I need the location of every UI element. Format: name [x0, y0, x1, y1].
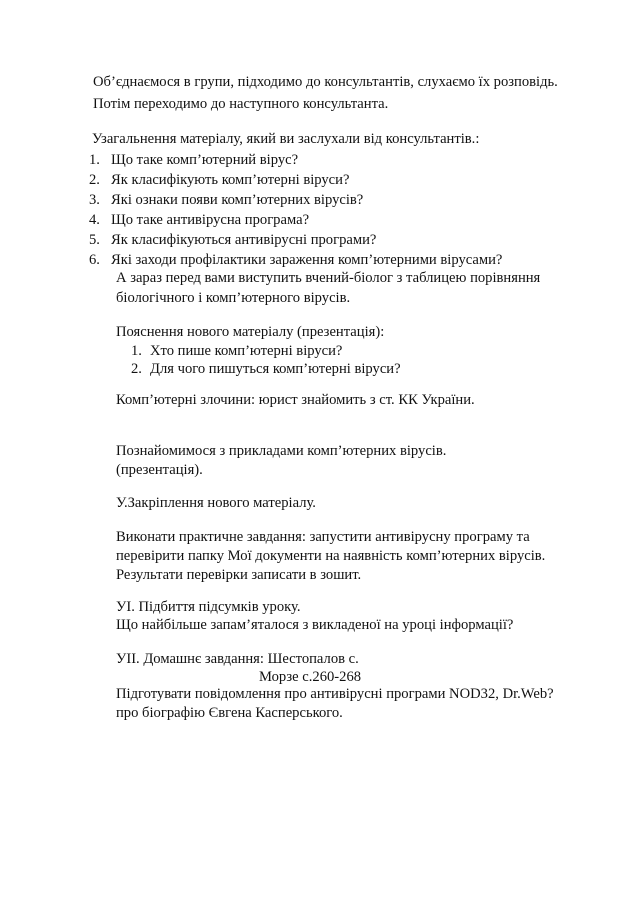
question-number: 2.	[89, 172, 100, 188]
question-text: Що таке антивірусна програма?	[111, 212, 310, 228]
reinforcement-heading: У.Закріплення нового матеріалу.	[116, 495, 316, 511]
question-item	[89, 230, 376, 250]
new-material-heading: Пояснення нового матеріалу (презентація):	[116, 324, 385, 340]
question-text: Які ознаки появи комп’ютерних вірусів?	[111, 192, 364, 208]
intro-line-2: Потім переходимо до наступного консультанта.	[93, 96, 389, 112]
practical-line-3: Результати перевірки записати в зошит.	[116, 567, 362, 583]
item-text: Хто пише комп’ютерні віруси?	[150, 343, 343, 359]
question-item	[89, 250, 502, 270]
homework-heading: УІІ. Домашнє завдання: Шестопалов с.	[116, 651, 359, 667]
summing-up-question: Що найбільше запам’яталося з викладеної на уроці інформації?	[116, 617, 514, 633]
question-number: 3.	[89, 192, 100, 208]
question-number: 5.	[89, 232, 100, 248]
practical-line-1: Виконати практичне завдання: запустити антивірусну програму та	[116, 529, 530, 545]
homework-reference: Морзе с.260-268	[259, 669, 362, 685]
practical-line-2: перевірити папку Мої документи на наявність комп’ютерних вірусів.	[116, 548, 546, 564]
question-text: Як класифікують комп’ютерні віруси?	[111, 172, 350, 188]
question-item	[89, 190, 363, 210]
question-item	[89, 210, 309, 230]
question-text: Як класифікуються антивірусні програми?	[111, 232, 377, 248]
question-item	[89, 150, 298, 170]
summing-up-heading: УІ. Підбиття підсумків уроку.	[116, 599, 301, 615]
new-material-item	[131, 359, 401, 379]
new-material-item	[131, 341, 342, 361]
question-text: Які заходи профілактики зараження комп’ютерними вірусами?	[111, 252, 503, 268]
item-number: 2.	[131, 361, 142, 377]
examples-line-1: Познайомимося з прикладами комп’ютерних вірусів.	[116, 443, 447, 459]
intro-line-1: Об’єднаємося в групи, підходимо до консультантів, слухаємо їх розповідь.	[93, 74, 558, 90]
question-number: 1.	[89, 152, 100, 168]
crimes-line: Комп’ютерні злочини: юрист знайомить з ст. КК України.	[116, 392, 475, 408]
biologist-line-2: біологічного і комп’ютерного вірусів.	[116, 290, 351, 306]
item-text: Для чого пишуться комп’ютерні віруси?	[150, 361, 401, 377]
question-text: Що таке комп’ютерний вірус?	[111, 152, 299, 168]
item-number: 1.	[131, 343, 142, 359]
homework-task-2: про біографію Євгена Касперського.	[116, 705, 343, 721]
examples-line-2: (презентація).	[116, 462, 203, 478]
biologist-line-1: А зараз перед вами виступить вчений-біолог з таблицею порівняння	[116, 270, 541, 286]
homework-task-1: Підготувати повідомлення про антивірусні програми NOD32, Dr.Web?	[116, 686, 554, 702]
question-item	[89, 170, 349, 190]
question-number: 4.	[89, 212, 100, 228]
summary-heading: Узагальнення матеріалу, який ви заслухали від консультантів.:	[92, 131, 480, 147]
question-number: 6.	[89, 252, 100, 268]
